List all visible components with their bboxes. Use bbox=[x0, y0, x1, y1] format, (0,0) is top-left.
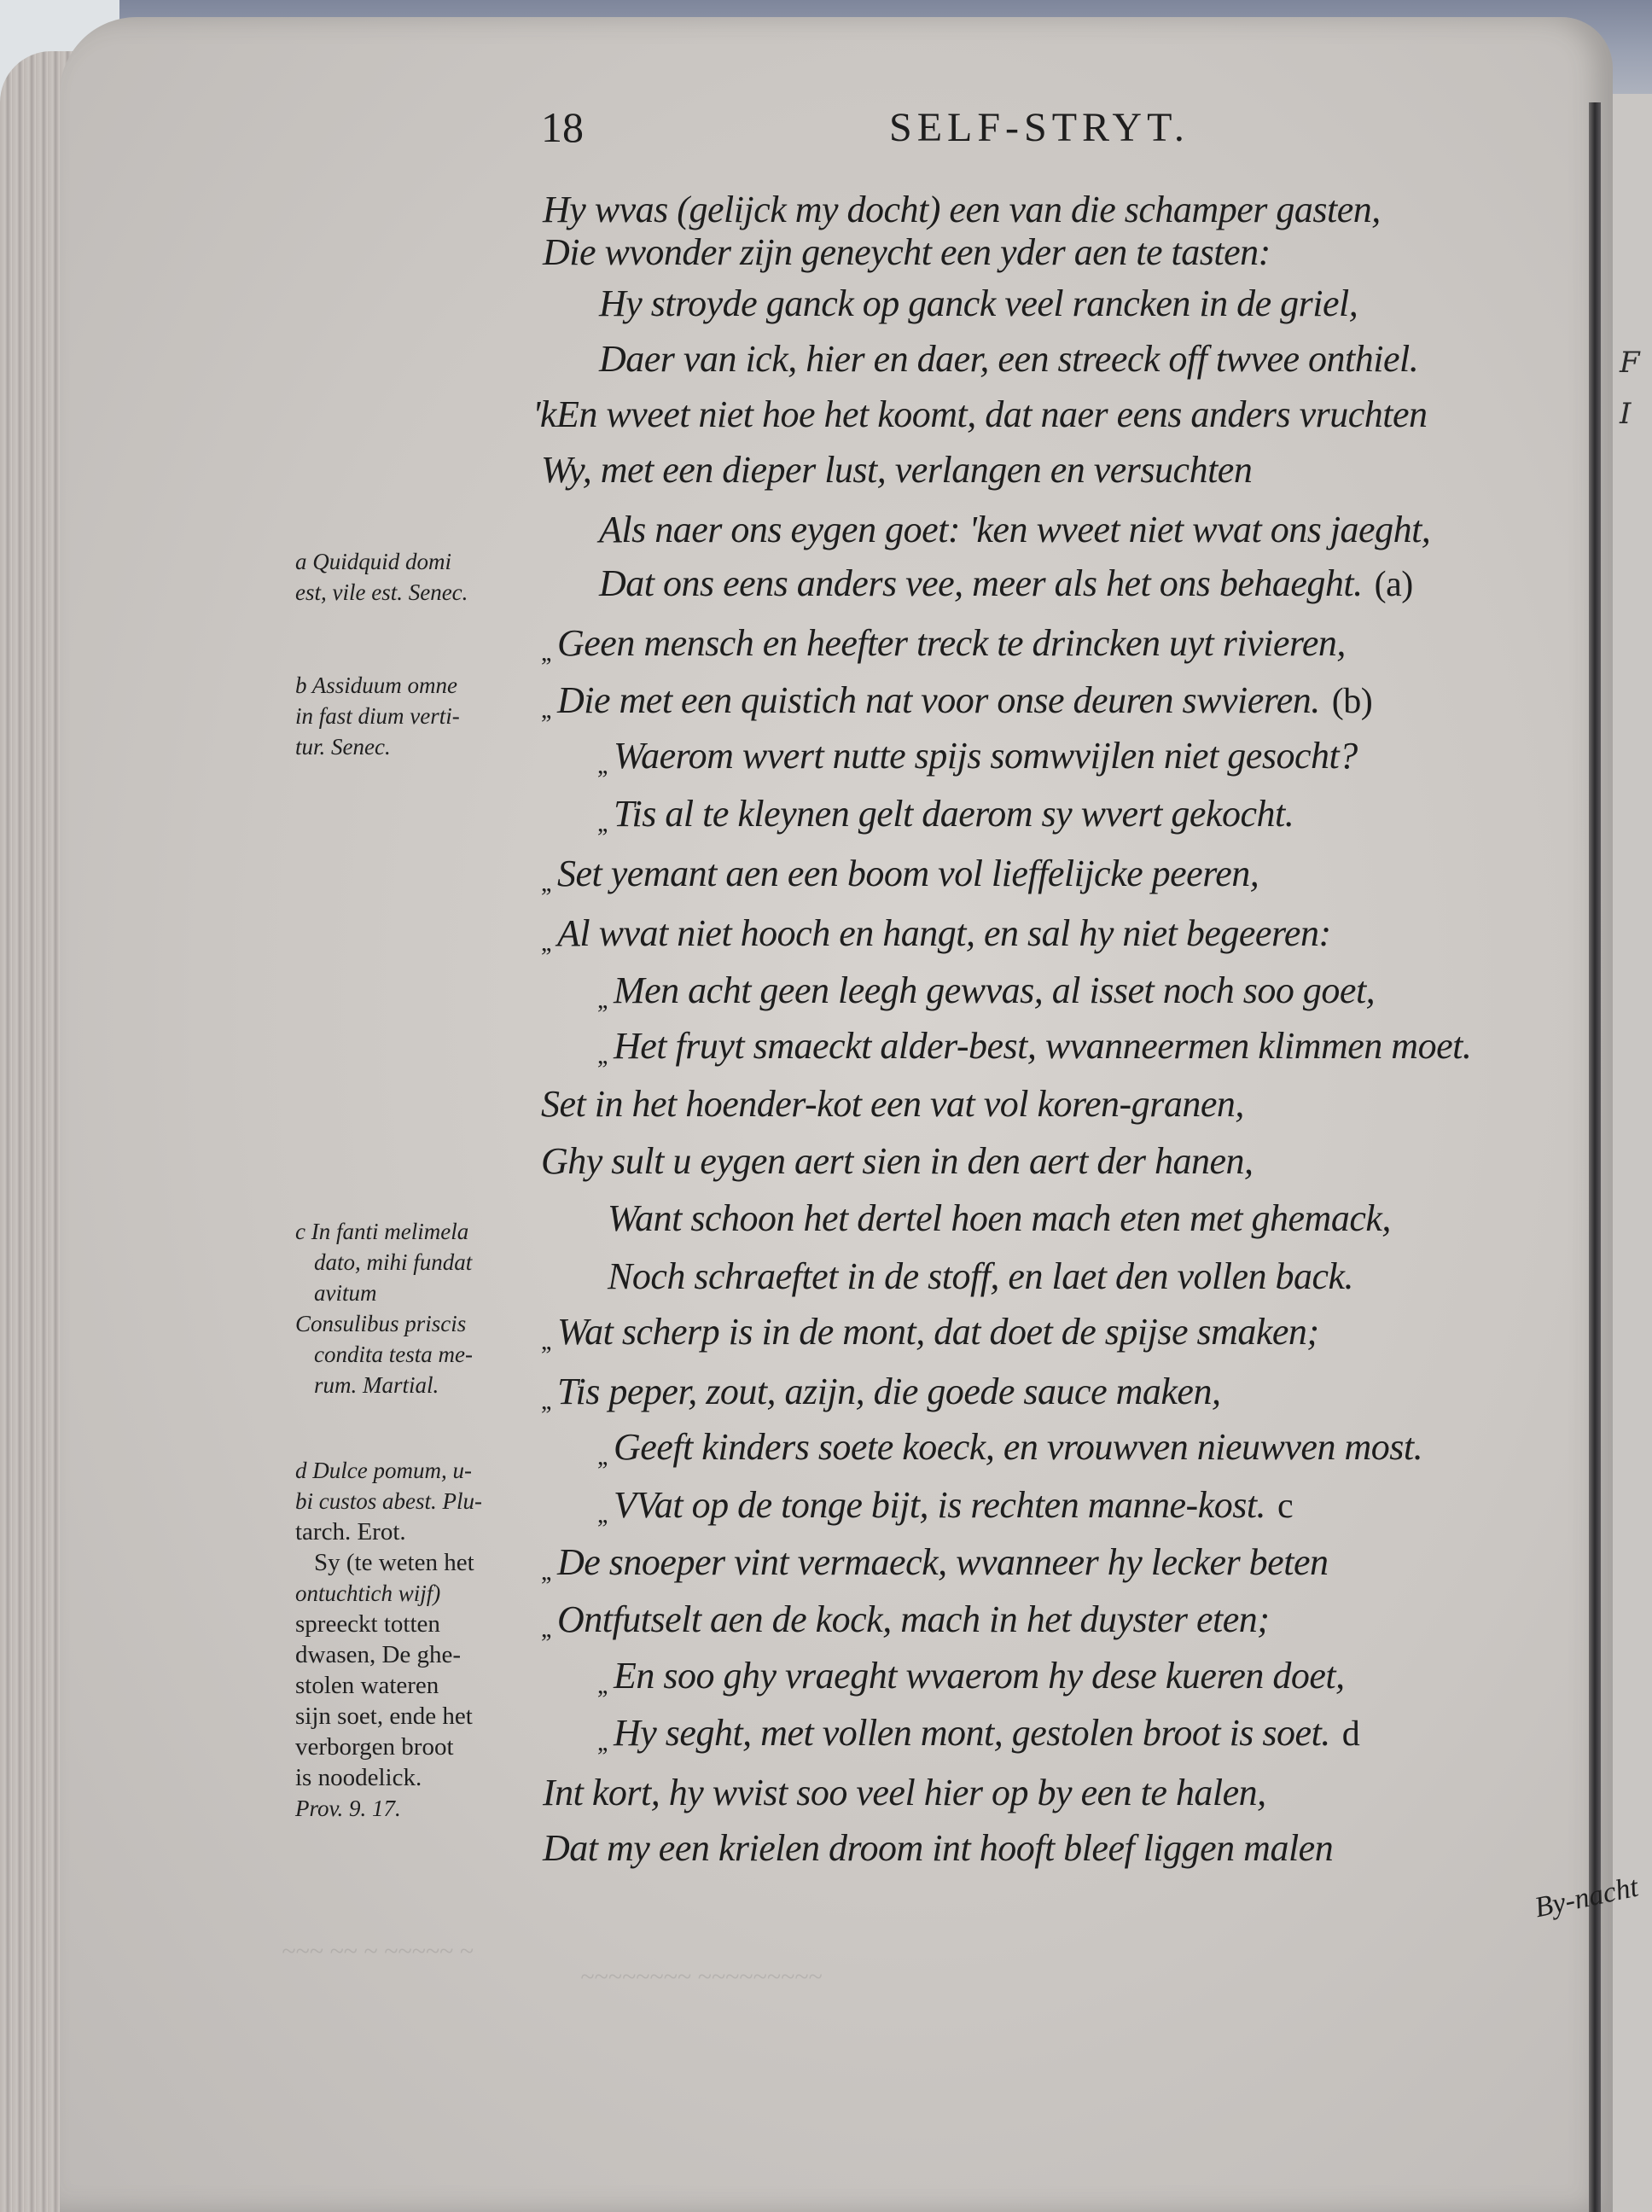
verse-line: Dat my een krielen droom int hooft bleef liggen malen bbox=[543, 1827, 1334, 1869]
note-reference: c bbox=[1277, 1487, 1294, 1526]
quotation-mark: ,, bbox=[541, 1615, 550, 1643]
catchword: By-nacht bbox=[1532, 1871, 1642, 1924]
margin-note-c bbox=[295, 1216, 543, 1400]
note-line: in fast dium verti- bbox=[295, 703, 460, 729]
note-reference: d bbox=[1341, 1714, 1360, 1754]
quotation-mark: ,, bbox=[597, 809, 607, 837]
margin-note-d bbox=[295, 1455, 543, 1824]
facing-page-glyph: F bbox=[1620, 346, 1640, 380]
note-line: d Dulce pomum, u- bbox=[295, 1458, 472, 1483]
verse-line: ,, Ontfutselt aen de kock, mach in het duyster eten; bbox=[541, 1598, 1270, 1643]
verse-line: Noch schraeftet in de stoff, en laet den vollen back. bbox=[608, 1255, 1354, 1297]
verse-line: ,, Men acht geen leegh gewvas, al isset noch soo goet, bbox=[597, 969, 1376, 1014]
verse-line: ,, Die met een quistich nat voor onse deuren swvieren. (b) bbox=[541, 679, 1373, 724]
verse-line: Int kort, hy wvist soo veel hier op by een te halen, bbox=[543, 1772, 1266, 1813]
verse-line: ,, Waerom wvert nutte spijs somwvijlen niet gesocht? bbox=[597, 735, 1358, 779]
note-line: tarch. Erot. bbox=[295, 1518, 406, 1545]
quotation-mark: ,, bbox=[597, 986, 607, 1014]
quotation-mark: ,, bbox=[597, 1671, 607, 1699]
quotation-mark: ,, bbox=[541, 1327, 550, 1355]
verse-line: ,, VVat op de tonge bijt, is rechten manne-kost. c bbox=[597, 1484, 1294, 1528]
note-line: ontuchtich wijf) bbox=[295, 1580, 441, 1606]
margin-note-a bbox=[295, 546, 543, 608]
show-through-text: ~~~ ~~ ~ ~~~~~ ~ bbox=[282, 1937, 474, 1965]
note-line: stolen wateren bbox=[295, 1672, 439, 1699]
verse-line: Hy stroyde ganck op ganck veel rancken in de griel, bbox=[599, 282, 1358, 324]
note-line: verborgen broot bbox=[295, 1733, 454, 1761]
quotation-mark: ,, bbox=[597, 1500, 607, 1528]
note-line: Consulibus priscis bbox=[295, 1311, 467, 1336]
note-line: Prov. 9. 17. bbox=[295, 1796, 401, 1821]
show-through-text: ~~~~~~~~ ~~~~~~~~~ bbox=[580, 1963, 823, 1991]
verse-line: Als naer ons eygen goet: 'ken wveet niet wvat ons jaeght, bbox=[599, 509, 1431, 550]
note-line: bi custos abest. Plu- bbox=[295, 1488, 482, 1514]
note-line: dato, mihi fundat bbox=[314, 1249, 473, 1275]
verse-line: Want schoon het dertel hoen mach eten met ghemack, bbox=[608, 1197, 1391, 1239]
verse-line: ,, Tis al te kleynen gelt daerom sy wvert gekocht. bbox=[597, 793, 1294, 837]
facing-page-glyph: I bbox=[1620, 397, 1632, 431]
note-line: spreeckt totten bbox=[295, 1610, 440, 1638]
quotation-mark: ,, bbox=[541, 1387, 550, 1415]
page-number: 18 bbox=[541, 103, 584, 151]
quotation-mark: ,, bbox=[597, 1041, 607, 1069]
note-reference: (a) bbox=[1374, 565, 1413, 604]
verse-line: Wy, met een dieper lust, verlangen en versuchten bbox=[541, 449, 1253, 491]
verse-line: ,, Geen mensch en heefter treck te drincken uyt rivieren, bbox=[541, 622, 1346, 667]
note-line: Sy (te weten het bbox=[314, 1549, 474, 1576]
verse-line: ,, Set yemant aen een boom vol lieffelijcke peeren, bbox=[541, 853, 1259, 897]
note-line: tur. Senec. bbox=[295, 734, 391, 760]
verse-line: 'kEn wveet niet hoe het koomt, dat naer eens anders vruchten bbox=[532, 393, 1428, 435]
verse-line: ,, Het fruyt smaeckt alder-best, wvanneermen klimmen moet. bbox=[597, 1025, 1472, 1069]
quotation-mark: ,, bbox=[597, 751, 607, 779]
verse-line: ,, Geeft kinders soete koeck, en vrouwven nieuwven most. bbox=[597, 1426, 1423, 1470]
verse-line: Ghy sult u eygen aert sien in den aert der hanen, bbox=[541, 1140, 1254, 1182]
verse-line: ,, Tis peper, zout, azijn, die goede sauce maken, bbox=[541, 1371, 1221, 1415]
note-line: condita testa me- bbox=[314, 1342, 473, 1367]
running-title: SELF-STRYT. bbox=[889, 105, 1190, 150]
margin-note-b bbox=[295, 670, 543, 762]
verse-line: Dat ons eens anders vee, meer als het ons behaeght. (a) bbox=[599, 562, 1413, 604]
quotation-mark: ,, bbox=[597, 1442, 607, 1470]
verse-line: ,, En soo ghy vraeght wvaerom hy dese kueren doet, bbox=[597, 1655, 1345, 1699]
verse-line: Daer van ick, hier en daer, een streeck off twvee onthiel. bbox=[599, 338, 1419, 380]
note-line: avitum bbox=[314, 1280, 377, 1306]
note-line: is noodelick. bbox=[295, 1764, 422, 1791]
quotation-mark: ,, bbox=[541, 928, 550, 957]
quotation-mark: ,, bbox=[541, 1557, 550, 1586]
note-line: sijn soet, ende het bbox=[295, 1703, 473, 1730]
verse-line: ,, Wat scherp is in de mont, dat doet de spijse smaken; bbox=[541, 1311, 1319, 1355]
note-line: est, vile est. Senec. bbox=[295, 579, 468, 605]
note-reference: (b) bbox=[1331, 682, 1373, 721]
verse-line: Hy wvas (gelijck my docht) een van die schamper gasten, bbox=[543, 189, 1381, 230]
note-line: b Assiduum omne bbox=[295, 672, 458, 698]
note-line: rum. Martial. bbox=[314, 1372, 439, 1398]
verse-line: ,, Hy seght, met vollen mont, gestolen broot is soet. d bbox=[597, 1712, 1360, 1756]
quotation-mark: ,, bbox=[541, 638, 550, 667]
note-line: c In fanti melimela bbox=[295, 1219, 469, 1244]
note-line: dwasen, De ghe- bbox=[295, 1641, 462, 1668]
quotation-mark: ,, bbox=[597, 1728, 607, 1756]
verse-line: ,, De snoeper vint vermaeck, wvanneer hy lecker beten bbox=[541, 1541, 1329, 1586]
quotation-mark: ,, bbox=[541, 869, 550, 897]
verse-line: Die wvonder zijn geneycht een yder aen te tasten: bbox=[543, 231, 1271, 273]
note-line: a Quidquid domi bbox=[295, 549, 452, 574]
verse-line: Set in het hoender-kot een vat vol koren-granen, bbox=[541, 1083, 1244, 1125]
verse-line: ,, Al wvat niet hooch en hangt, en sal hy niet begeeren: bbox=[541, 912, 1331, 957]
quotation-mark: ,, bbox=[541, 696, 550, 724]
